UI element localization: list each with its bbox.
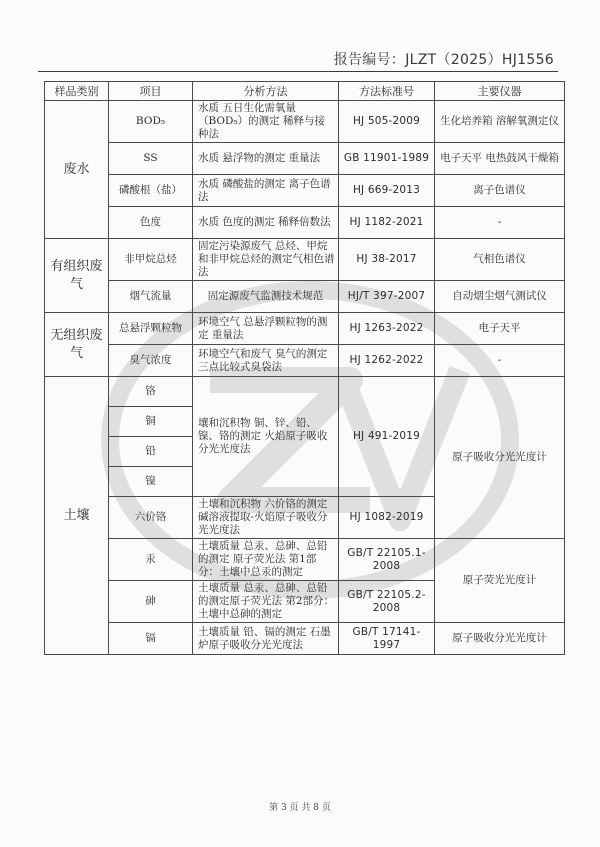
col-header-method: 分析方法 — [193, 82, 339, 101]
item-cell: 烟气流量 — [109, 281, 193, 313]
item-cell: 汞 — [109, 539, 193, 581]
method-cell: 壤和沉积物 铜、锌、铅、镍、铬的测定 火焰原子吸收分光光度法 — [193, 377, 339, 497]
instrument-cell: 电子天平 — [435, 313, 565, 345]
item-cell: 砷 — [109, 581, 193, 623]
instrument-cell: 原子荧光光度计 — [435, 539, 565, 623]
item-cell: 铜 — [109, 407, 193, 437]
instrument-cell: 自动烟尘烟气测试仪 — [435, 281, 565, 313]
item-cell: 铅 — [109, 437, 193, 467]
item-cell: 色度 — [109, 207, 193, 239]
standard-cell: HJ 505-2009 — [339, 101, 435, 143]
instrument-cell: 原子吸收分光光度计 — [435, 377, 565, 539]
method-cell: 固定源废气监测技术规范 — [193, 281, 339, 313]
standard-cell: HJ 38-2017 — [339, 239, 435, 281]
table-row — [45, 345, 565, 377]
col-header-instrument: 主要仪器 — [435, 82, 565, 101]
standard-cell: HJ 491-2019 — [339, 377, 435, 497]
standard-cell: GB/T 22105.2-2008 — [339, 581, 435, 623]
method-cell: 土壤质量 总汞、总砷、总铅的测定原子荧光法 第2部分：土壤中总砷的测定 — [193, 581, 339, 623]
instrument-cell: 电子天平 电热鼓风干燥箱 — [435, 143, 565, 175]
item-cell: 臭气浓度 — [109, 345, 193, 377]
method-cell: 土壤和沉积物 六价铬的测定 碱溶液提取-火焰原子吸收分光光度法 — [193, 497, 339, 539]
item-cell: 六价铬 — [109, 497, 193, 539]
method-cell: 环境空气 总悬浮颗粒物的测定 重量法 — [193, 313, 339, 345]
item-cell: 镉 — [109, 623, 193, 655]
instrument-cell: - — [435, 207, 565, 239]
instrument-cell: - — [435, 345, 565, 377]
category-soil: 土壤 — [45, 377, 109, 655]
method-cell: 土壤质量 总汞、总砷、总铅的测定 原子荧光法 第1部分：土壤中总汞的测定 — [193, 539, 339, 581]
standard-cell: HJ 669-2013 — [339, 175, 435, 207]
table-row — [45, 143, 565, 175]
method-cell: 土壤质量 铅、镉的测定 石墨炉原子吸收分光光度法 — [193, 623, 339, 655]
table-row — [45, 207, 565, 239]
method-cell: 环境空气和废气 臭气的测定 三点比较式臭袋法 — [193, 345, 339, 377]
method-cell: 水质 磷酸盐的测定 离子色谱法 — [193, 175, 339, 207]
method-cell: 水质 悬浮物的测定 重量法 — [193, 143, 339, 175]
item-cell: 镍 — [109, 467, 193, 497]
table-row — [45, 539, 565, 581]
instrument-cell: 离子色谱仪 — [435, 175, 565, 207]
table-row — [45, 101, 565, 143]
standard-cell: GB 11901-1989 — [339, 143, 435, 175]
instrument-cell: 原子吸收分光光度计 — [435, 623, 565, 655]
table-row — [45, 313, 565, 345]
method-cell: 水质 五日生化需氧量（BOD₅）的测定 稀释与接种法 — [193, 101, 339, 143]
report-number: 报告编号：JLZT（2025）HJ1556 — [333, 52, 554, 68]
table-row — [45, 623, 565, 655]
standard-cell: GB/T 22105.1-2008 — [339, 539, 435, 581]
standard-cell: HJ 1082-2019 — [339, 497, 435, 539]
method-cell: 水质 色度的测定 稀释倍数法 — [193, 207, 339, 239]
standard-cell: HJ 1263-2022 — [339, 313, 435, 345]
page-number: 第 3 页 共 8 页 — [269, 803, 331, 813]
instrument-cell: 生化培养箱 溶解氧测定仪 — [435, 101, 565, 143]
standard-cell: HJ 1182-2021 — [339, 207, 435, 239]
table-row — [45, 281, 565, 313]
item-cell: BOD₅ — [109, 101, 193, 143]
methods-table — [44, 81, 565, 655]
table-row — [45, 175, 565, 207]
table-row — [45, 377, 565, 407]
standard-cell: HJ 1262-2022 — [339, 345, 435, 377]
standard-cell: GB/T 17141-1997 — [339, 623, 435, 655]
item-cell: 磷酸根（盐） — [109, 175, 193, 207]
category-organized-gas: 有组织废气 — [45, 239, 109, 313]
col-header-standard: 方法标准号 — [339, 82, 435, 101]
category-wastewater: 废水 — [45, 101, 109, 239]
header-rule — [38, 71, 558, 72]
instrument-cell: 气相色谱仪 — [435, 239, 565, 281]
table-header-row — [45, 82, 565, 101]
item-cell: 非甲烷总烃 — [109, 239, 193, 281]
col-header-category: 样品类别 — [45, 82, 109, 101]
item-cell: SS — [109, 143, 193, 175]
method-cell: 固定污染源废气 总烃、甲烷和非甲烷总烃的测定气相色谱法 — [193, 239, 339, 281]
item-cell: 总悬浮颗粒物 — [109, 313, 193, 345]
category-unorganized-gas: 无组织废气 — [45, 313, 109, 377]
item-cell: 铬 — [109, 377, 193, 407]
standard-cell: HJ/T 397-2007 — [339, 281, 435, 313]
table-row — [45, 239, 565, 281]
col-header-item: 项目 — [109, 82, 193, 101]
